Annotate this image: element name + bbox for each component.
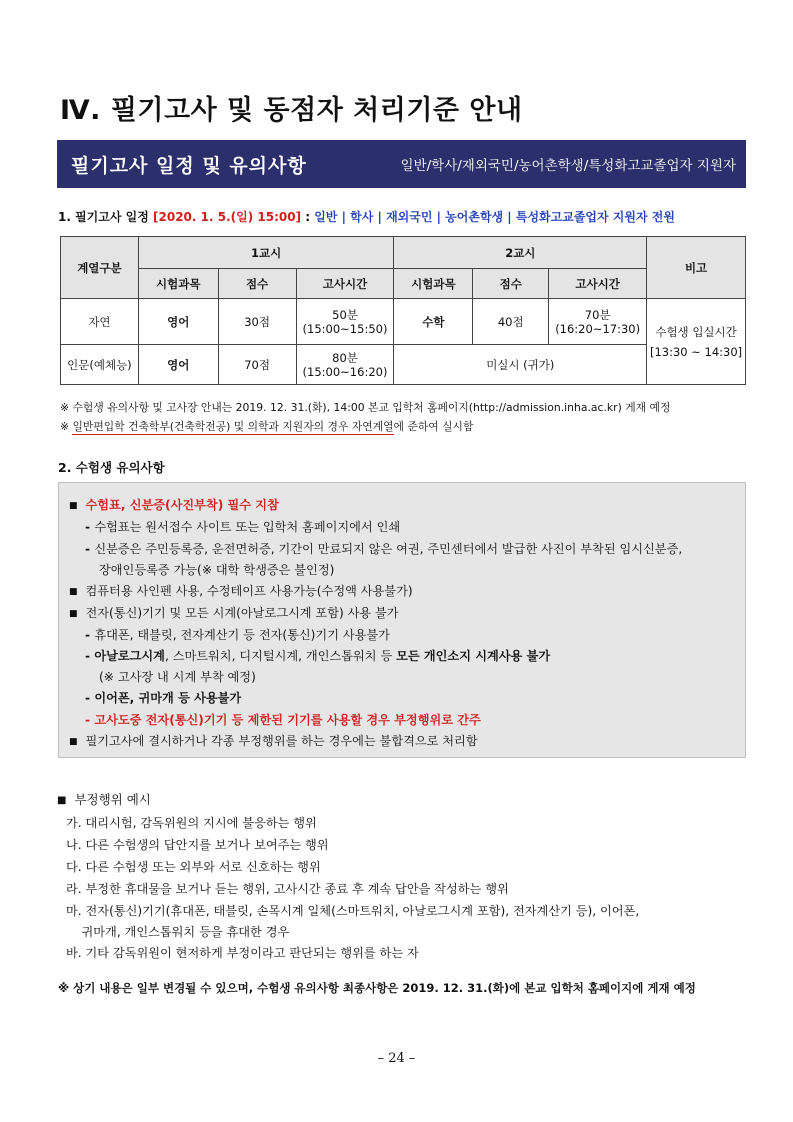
row-p1-subject: 영어 xyxy=(138,299,218,345)
table-row xyxy=(61,345,746,385)
sub-score-2: 점수 xyxy=(473,269,549,299)
schedule-date: [2020. 1. 5.(일) 15:00] xyxy=(153,210,302,224)
row-p1-subject: 영어 xyxy=(138,345,218,385)
caution-subitem xyxy=(85,518,400,535)
caution-text: 신분증은 주민등록증, 운전면허증, 기간이 만료되지 않은 여권, 주민센터에서 발급한 사진이 부착된 임시신분증, xyxy=(94,542,683,556)
fraud-item-cont: 귀마개, 개인스톱워치 등을 휴대한 경우 xyxy=(66,925,290,939)
row-p1-score: 30점 xyxy=(218,299,296,345)
header-group: 계열구분 xyxy=(61,237,139,299)
caution-text-warning: 고사도중 전자(통신)기기 등 제한된 기기를 사용할 경우 부정행위로 간주 xyxy=(94,713,481,727)
row-group: 자연 xyxy=(61,299,139,345)
row-p1-score: 70점 xyxy=(218,345,296,385)
row-p2-not-held: 미실시 (귀가) xyxy=(394,345,647,385)
sub-time-1: 고사시간 xyxy=(296,269,394,299)
caution-text-bold: 모든 개인소지 시계사용 불가 xyxy=(396,649,551,663)
schedule-colon: : xyxy=(301,210,315,224)
row-group: 인문(예체능) xyxy=(61,345,139,385)
exam-schedule-table xyxy=(60,236,746,385)
caution-subitem xyxy=(85,689,241,706)
note-notice: ※ 수험생 유의사항 및 고사장 안내는 2019. 12. 31.(화), 14:00 본교 입학처 홈페이지(http://admission.inha.ac.kr) 게재 예정 xyxy=(60,401,671,414)
caution-item xyxy=(69,604,399,621)
caution-subitem xyxy=(85,540,682,557)
table-row xyxy=(61,299,746,345)
caution-text-bold: 이어폰, 귀마개 등 사용불가 xyxy=(94,691,242,705)
section-banner xyxy=(57,140,746,188)
fraud-item: 가. 대리시험, 감독위원의 지시에 불응하는 행위 xyxy=(66,816,317,830)
fraud-item: 바. 기타 감독위원이 현저하게 부정이라고 판단되는 행위를 하는 자 xyxy=(66,946,419,960)
final-note: ※ 상기 내용은 일부 변경될 수 있으며, 수험생 유의사항 최종사항은 2019. 12. 31.(화)에 본교 입학처 홈페이지에 게재 예정 xyxy=(58,981,696,995)
fraud-item: 다. 다른 수험생 또는 외부와 서로 신호하는 행위 xyxy=(66,860,321,874)
sub-time-2: 고사시간 xyxy=(549,269,647,299)
caution-item xyxy=(69,496,279,513)
schedule-label: 1. 필기고사 일정 xyxy=(58,210,149,224)
caution-text: 수험표는 원서접수 사이트 또는 입학처 홈페이지에서 인쇄 xyxy=(94,520,401,534)
sub-subject-2: 시험과목 xyxy=(394,269,473,299)
page-title: Ⅳ. 필기고사 및 동점자 처리기준 안내 xyxy=(60,95,523,126)
schedule-targets: 일반 | 학사 | 재외국민 | 농어촌학생 | 특성화고교졸업자 지원자 전원 xyxy=(314,210,675,224)
row-p2-time xyxy=(549,299,647,345)
header-remarks: 비고 xyxy=(647,237,746,299)
section2-title: 2. 수험생 유의사항 xyxy=(58,460,165,475)
header-period1: 1교시 xyxy=(138,237,394,269)
row-p1-range: (15:00~16:20) xyxy=(302,364,388,379)
row-p2-score: 40점 xyxy=(473,299,549,345)
caution-text: 휴대폰, 태블릿, 전자계산기 등 전자(통신)기기 사용불가 xyxy=(94,628,390,642)
row-p1-duration: 80분 xyxy=(332,350,358,365)
row-p1-time xyxy=(296,345,394,385)
caution-text: 필기고사에 결시하거나 각종 부정행위를 하는 경우에는 불합격으로 처리함 xyxy=(85,734,478,748)
note-transfer-suffix: 에 준하여 실시함 xyxy=(393,420,474,433)
note-transfer-underlined: 일반편입학 건축학부(건축학전공) 및 의학과 지원자의 경우 자연계열 xyxy=(72,420,394,433)
caution-id-required: 수험표, 신분증(사진부착) 필수 지참 xyxy=(85,498,279,512)
sub-score-1: 점수 xyxy=(218,269,296,299)
fraud-item: 나. 다른 수험생의 답안지를 보거나 보여주는 행위 xyxy=(66,838,329,852)
caution-subitem-cont: 장애인등록증 가능(※ 대학 학생증은 불인정) xyxy=(99,563,335,577)
banner-title: 필기고사 일정 및 유의사항 xyxy=(71,154,307,177)
caution-text-bold: 아날로그시계 xyxy=(94,649,165,663)
row-p2-subject: 수학 xyxy=(394,299,473,345)
banner-applicants: 일반/학사/재외국민/농어촌학생/특성화고교졸업자 지원자 xyxy=(400,158,736,174)
fraud-item: 마. 전자(통신)기기(휴대폰, 태블릿, 손목시계 일체(스마트워치, 아날로그시계 포함), 전자계산기 등), 이어폰, xyxy=(66,904,640,918)
caution-subitem-cont: (※ 고사장 내 시계 부착 예정) xyxy=(99,670,256,684)
caution-text: 컴퓨터용 사인펜 사용, 수정테이프 사용가능(수정액 사용불가) xyxy=(85,584,413,598)
row-p2-duration: 70분 xyxy=(584,307,611,322)
caution-subitem xyxy=(85,647,550,664)
caution-box xyxy=(58,482,746,758)
caution-subitem xyxy=(85,711,481,728)
remark-entry-time: [13:30 ~ 14:30] xyxy=(649,344,743,359)
fraud-title-text: 부정행위 예시 xyxy=(74,792,151,807)
caution-item xyxy=(69,732,478,749)
row-p1-time xyxy=(296,299,394,345)
square-bullet-icon: ■ xyxy=(57,795,67,806)
schedule-line xyxy=(58,208,675,225)
page-number: – 24 – xyxy=(377,1051,416,1066)
fraud-title xyxy=(57,790,151,808)
note-transfer xyxy=(60,419,473,434)
caution-text: 전자(통신)기기 및 모든 시계(아날로그시계 포함) 사용 불가 xyxy=(85,606,399,620)
header-period2: 2교시 xyxy=(394,237,647,269)
remark-entry: 수험생 입실시간 xyxy=(655,324,737,339)
sub-subject-1: 시험과목 xyxy=(138,269,218,299)
caution-text: , 스마트워치, 디지털시계, 개인스톱워치 등 xyxy=(164,649,397,663)
row-p1-range: (15:00~15:50) xyxy=(302,321,388,336)
remarks-cell xyxy=(647,299,746,385)
caution-subitem xyxy=(85,626,390,643)
row-p2-range: (16:20~17:30) xyxy=(555,321,641,336)
fraud-item: 라. 부정한 휴대물을 보거나 듣는 행위, 고사시간 종료 후 계속 답안을 작성하는 행위 xyxy=(66,882,509,896)
row-p1-duration: 50분 xyxy=(332,307,358,322)
caution-item xyxy=(69,582,413,599)
note-transfer-mark: ※ xyxy=(60,420,73,433)
